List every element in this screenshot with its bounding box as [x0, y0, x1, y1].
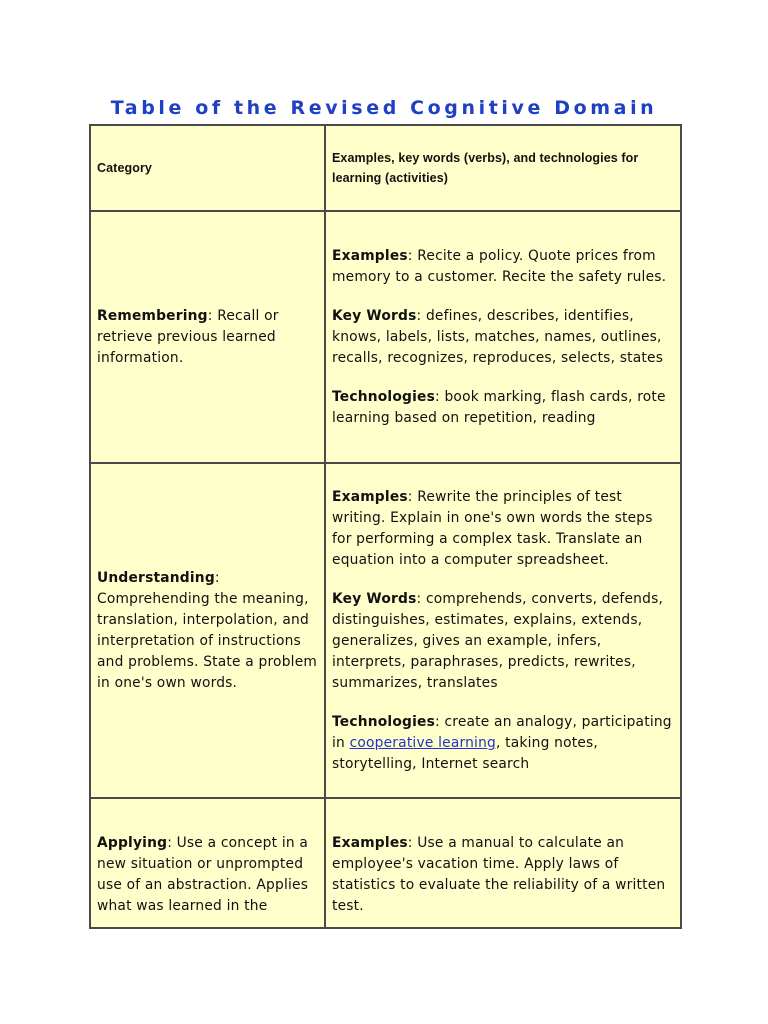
technologies-text-after: , taking notes, storytelling, Internet search: [332, 734, 599, 772]
technologies-text: : book marking, flash cards, rote learning based on repetition, reading: [332, 388, 666, 426]
table-header-row: [90, 125, 681, 211]
category-description: : Use a concept in a new situation or unprompted use of an abstraction. Applies what was learned in the: [97, 835, 309, 914]
examples-label: Examples: [332, 488, 408, 505]
keywords-block: [332, 306, 674, 369]
examples-label: Examples: [332, 247, 408, 264]
technologies-block: [332, 712, 674, 775]
technologies-text: : create an analogy, participating in: [332, 713, 672, 751]
category-description: : Comprehending the meaning, translation, interpolation, and interpretation of instructions and problems. State a problem in one's own words.: [97, 569, 318, 691]
category-name: Understanding: [97, 569, 215, 586]
table-row-remembering: [90, 211, 681, 463]
table-row-understanding: [90, 463, 681, 798]
technologies-label: Technologies: [332, 713, 436, 730]
examples-label: Examples: [332, 835, 408, 851]
keywords-label: Key Words: [332, 590, 417, 607]
cognitive-domain-table: [89, 124, 682, 929]
header-category: Category: [90, 125, 325, 211]
category-cell: [90, 211, 325, 463]
table-row-applying: [90, 798, 681, 928]
examples-text: : Rewrite the principles of test writing. Explain in one's own words the steps for performing a complex task. Translate an equation into a computer spreadsheet.: [332, 488, 653, 568]
category-cell: [90, 463, 325, 798]
keywords-label: Key Words: [332, 307, 417, 324]
details-cell: [325, 463, 681, 798]
keywords-text: : defines, describes, identifies, knows, labels, lists, matches, names, outlines, recalls, recognizes, reproduces, selects, states: [332, 307, 664, 366]
keywords-text: : comprehends, converts, defends, distinguishes, estimates, explains, extends, generalizes, gives an example, infers, interprets, paraphrases, predicts, rewrites, summarizes, translates: [332, 590, 664, 691]
category-name: Applying: [97, 835, 168, 851]
examples-block: [332, 246, 674, 288]
cooperative-learning-link[interactable]: cooperative learning: [349, 734, 496, 751]
category-description: : Recall or retrieve previous learned information.: [97, 307, 279, 366]
category-cell: [90, 798, 325, 928]
technologies-label: Technologies: [332, 388, 436, 405]
examples-text: : Use a manual to calculate an employee's vacation time. Apply laws of statistics to evaluate the reliability of a written test.: [332, 835, 666, 914]
header-examples: Examples, key words (verbs), and technologies for learning (activities): [325, 125, 681, 211]
details-cell: [325, 798, 681, 928]
examples-block: [332, 487, 674, 571]
details-cell: [325, 211, 681, 463]
examples-text: : Recite a policy. Quote prices from memory to a customer. Recite the safety rules.: [332, 247, 667, 285]
technologies-block: [332, 387, 674, 429]
category-name: Remembering: [97, 307, 208, 324]
page-title: Table of the Revised Cognitive Domain: [110, 97, 658, 119]
keywords-block: [332, 589, 674, 694]
